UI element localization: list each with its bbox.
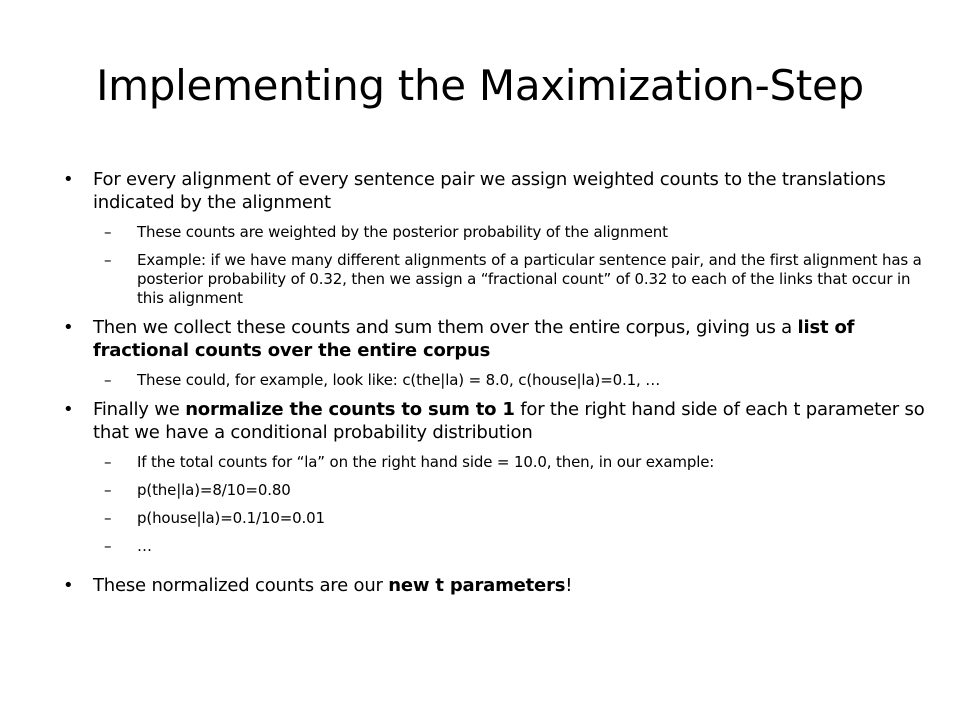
- bullet-new-t-parameters: [60, 574, 940, 597]
- bullet-bold-text: new t parameters: [388, 575, 566, 596]
- dash-icon: –: [104, 223, 112, 241]
- bullet-text-tail: !: [565, 575, 573, 596]
- bullet-icon: •: [63, 169, 74, 190]
- sub-bullet-ellipsis: [60, 537, 940, 556]
- bullet-bold-text: list of fractional counts over the entire corpus: [93, 317, 855, 361]
- slide-title: Implementing the Maximization-Step: [96, 61, 864, 110]
- dash-icon: –: [104, 251, 112, 269]
- bullet-text: These normalized counts are our: [93, 575, 389, 596]
- bullet-normalize: [60, 398, 940, 444]
- dash-icon: –: [104, 509, 112, 527]
- bullet-text-tail: for the right hand side of each t parameter so that we have a conditional probability distribution: [93, 399, 925, 443]
- bullet-text: Then we collect these counts and sum them over the entire corpus, giving us a: [93, 317, 798, 338]
- dash-icon: –: [104, 537, 112, 555]
- bullet-collect-counts: [60, 316, 940, 362]
- bullet-text: Finally we: [93, 399, 186, 420]
- sub-bullet-example: [60, 251, 940, 308]
- bullet-weighted-counts: [60, 168, 940, 214]
- sub-bullet-text: If the total counts for “la” on the right hand side = 10.0, then, in our example:: [137, 453, 715, 471]
- sub-bullet-total-counts: [60, 453, 940, 472]
- bullet-bold-text: normalize the counts to sum to 1: [185, 399, 515, 420]
- bullet-icon: •: [63, 399, 74, 420]
- sub-bullet-text: p(the|la)=8/10=0.80: [137, 481, 291, 499]
- dash-icon: –: [104, 453, 112, 471]
- sub-bullet-p-the: [60, 481, 940, 500]
- bullet-icon: •: [63, 317, 74, 338]
- dash-icon: –: [104, 481, 112, 499]
- bullet-icon: •: [63, 575, 74, 596]
- sub-bullet-p-house: [60, 509, 940, 528]
- dash-icon: –: [104, 371, 112, 389]
- sub-bullet-posterior-weight: [60, 223, 940, 242]
- sub-bullet-text: Example: if we have many different alignments of a particular sentence pair, and the first alignment has a posterior probability of 0.32, then we assign a “fractional count” of 0.32 to each of the links that occur in this alignment: [137, 251, 922, 307]
- sub-bullet-text: p(house|la)=0.1/10=0.01: [137, 509, 325, 527]
- bullet-text: For every alignment of every sentence pair we assign weighted counts to the translations indicated by the alignment: [93, 169, 886, 213]
- sub-bullet-text: These counts are weighted by the posterior probability of the alignment: [137, 223, 668, 241]
- sub-bullet-text: These could, for example, look like: c(the|la) = 8.0, c(house|la)=0.1, …: [137, 371, 661, 389]
- sub-bullet-text: …: [137, 537, 152, 555]
- sub-bullet-count-example: [60, 371, 940, 390]
- slide-body: [60, 168, 940, 597]
